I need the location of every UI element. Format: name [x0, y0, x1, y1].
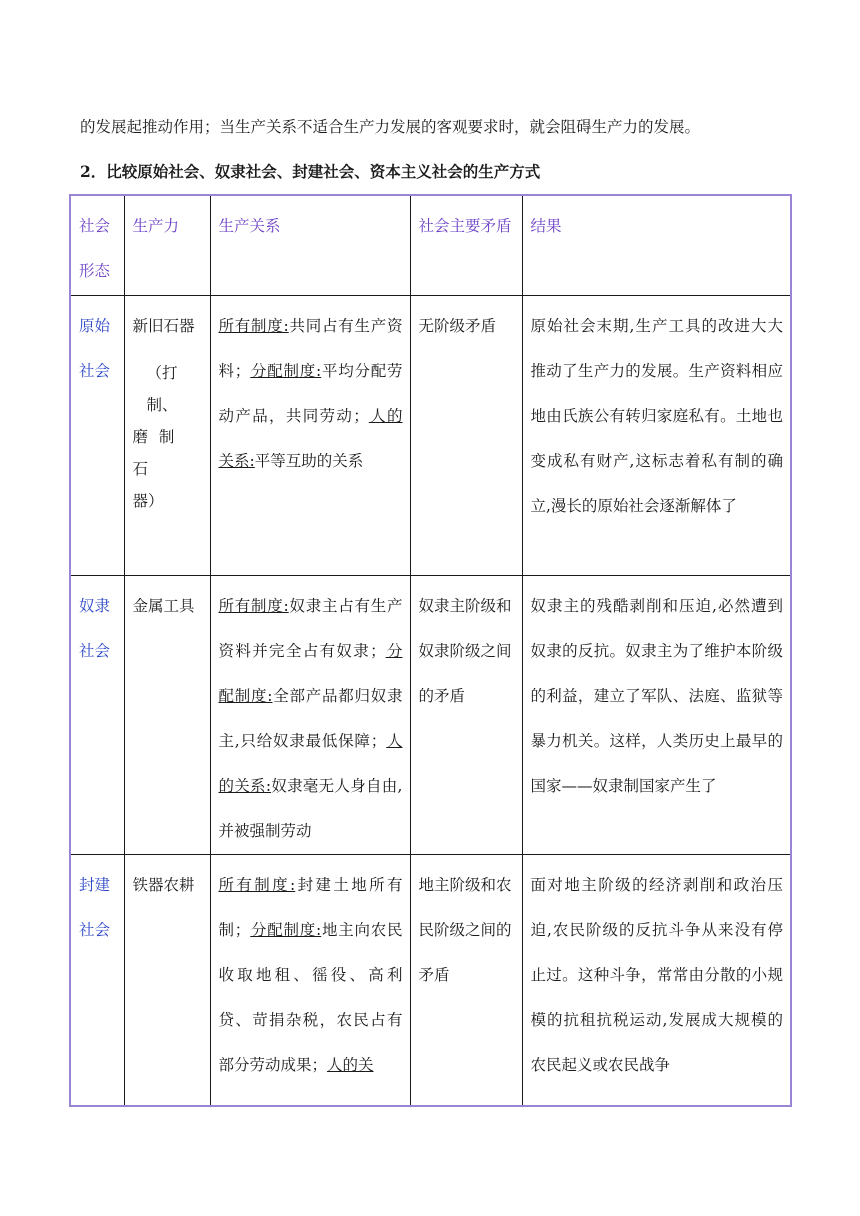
- relationship-text: 奴隶毫无人身自由,并被强制劳动: [218, 776, 403, 840]
- society-form-cell: 封建社会: [70, 854, 124, 1106]
- productivity-note: （打制、: [146, 363, 178, 414]
- header-cell: 结果: [522, 195, 791, 295]
- distribution-label: 分配制度:: [250, 920, 322, 939]
- relations-cell: [210, 575, 410, 854]
- ownership-text: 奴隶主占有生产资料并完全占有奴隶；: [218, 596, 403, 660]
- table-row: [70, 575, 791, 854]
- header-cell: 社会主要矛盾: [410, 195, 522, 295]
- result-cell: 面对地主阶级的经济剥削和政治压迫,农民阶级的反抗斗争从来没有停止过。这种斗争，常常由分散的小规模的抗租抗税运动,发展成大规模的农民起义或农民战争: [522, 854, 791, 1106]
- relationship-label: 人的关系:: [218, 731, 403, 795]
- productivity-cell: 金属工具: [124, 575, 210, 854]
- productivity-cell: [124, 295, 210, 575]
- distribution-label: 分配制度:: [250, 361, 322, 380]
- header-cell: 生产关系: [210, 195, 410, 295]
- society-form-cell: 原始社会: [70, 295, 124, 575]
- result-cell: 奴隶主的残酷剥削和压迫,必然遭到奴隶的反抗。奴隶主为了维护本阶级的利益，建立了军队、法庭、监狱等暴力机关。这样，人类历史上最早的国家——奴隶制国家产生了: [522, 575, 791, 854]
- relations-cell: [210, 295, 410, 575]
- header-cell: 生产力: [124, 195, 210, 295]
- ownership-label: 所有制度:: [218, 875, 296, 894]
- contradiction-cell: 奴隶主阶级和奴隶阶级之间的矛盾: [410, 575, 522, 854]
- distribution-text: 全部产品都归奴隶主,只给奴隶最低保障；: [218, 686, 403, 750]
- relationship-label: 人的关: [327, 1055, 374, 1074]
- ownership-text: 共同占有生产资料；: [218, 316, 403, 380]
- table-row: [70, 854, 791, 1106]
- relations-cell: [210, 854, 410, 1106]
- productivity-cell: 铁器农耕: [124, 854, 210, 1106]
- header-cell: 社会形态: [70, 195, 124, 295]
- table-header-row: [70, 195, 791, 295]
- distribution-text: 地主向农民收取地租、徭役、高利贷、苛捐杂税，农民占有部分劳动成果；: [218, 920, 403, 1074]
- intro-paragraph: 的发展起推动作用；当生产关系不适合生产力发展的客观要求时，就会阻碍生产力的发展。: [80, 118, 701, 136]
- distribution-text: 平均分配劳动产品，共同劳动；: [218, 361, 403, 425]
- productivity-text: 新旧石器: [132, 316, 195, 335]
- society-form-cell: 奴隶社会: [70, 575, 124, 854]
- section-heading: 2．比较原始社会、奴隶社会、封建社会、资本主义社会的生产方式: [80, 162, 541, 181]
- distribution-label: 分配制度:: [218, 641, 403, 705]
- relationship-label: 人的关系:: [218, 406, 403, 470]
- productivity-note: 磨 制 石: [132, 427, 178, 478]
- ownership-label: 所有制度:: [218, 596, 289, 615]
- ownership-label: 所有制度:: [218, 316, 289, 335]
- relationship-text: 平等互助的关系: [254, 451, 364, 470]
- result-cell: 原始社会末期,生产工具的改进大大推动了生产力的发展。生产资料相应地由氏族公有转归家庭私有。土地也变成私有财产,这标志着私有制的确立,漫长的原始社会逐渐解体了: [522, 295, 791, 575]
- comparison-table: [69, 194, 792, 1107]
- contradiction-cell: 无阶级矛盾: [410, 295, 522, 575]
- productivity-note: 器）: [132, 491, 164, 510]
- table-row: [70, 295, 791, 575]
- ownership-text: 封建土地所有制；: [218, 875, 403, 939]
- contradiction-cell: 地主阶级和农民阶级之间的矛盾: [410, 854, 522, 1106]
